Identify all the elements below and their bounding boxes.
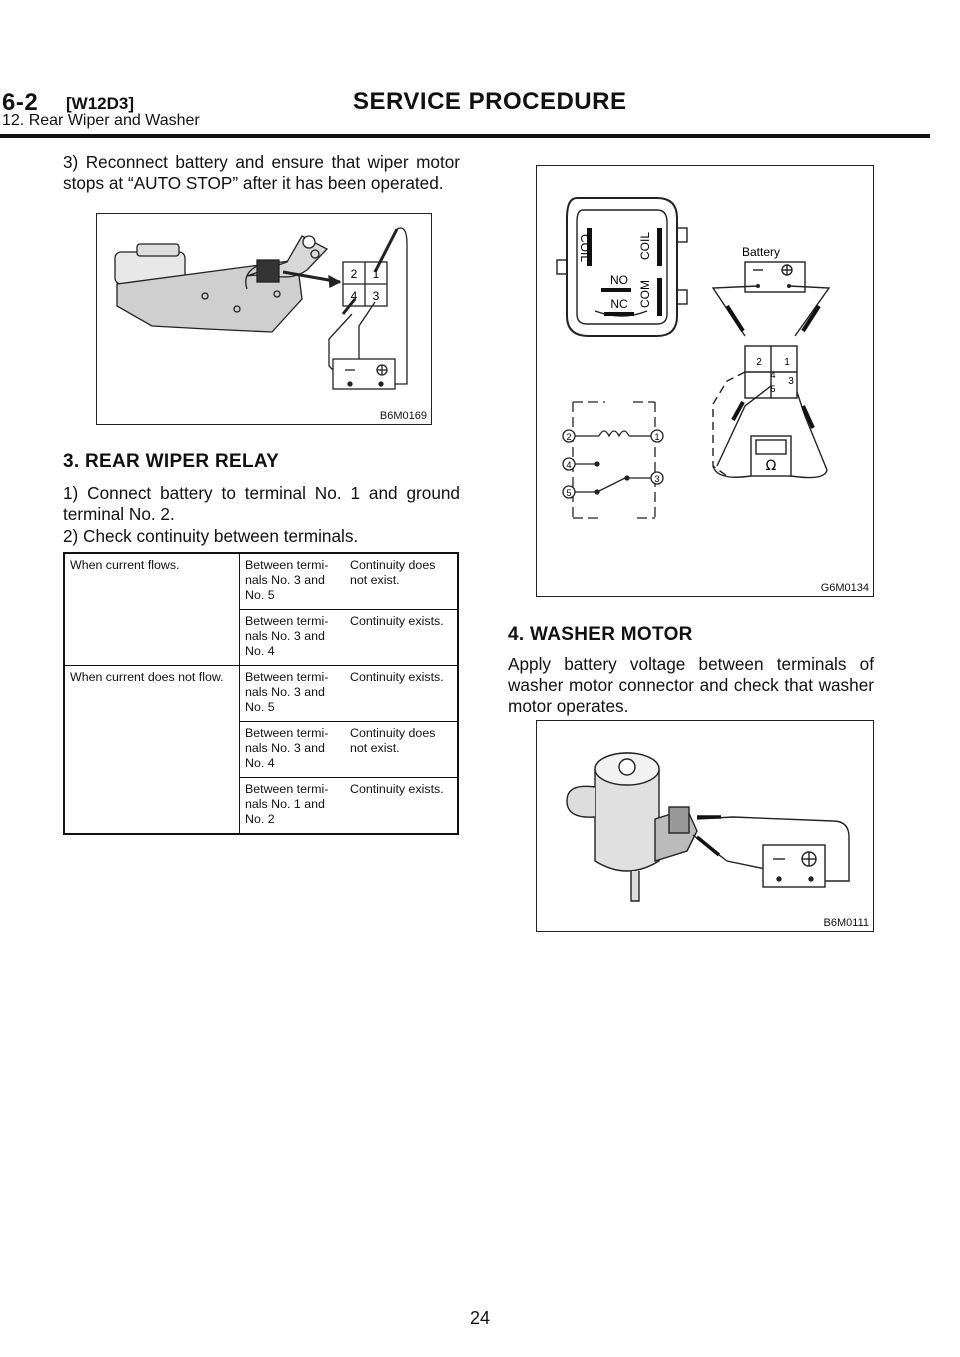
figure-wiper-motor <box>96 213 432 425</box>
result-cell: Continuity does not exist. <box>345 553 458 610</box>
section-heading-washer-motor: 4. WASHER MOTOR <box>508 624 693 645</box>
page-title: SERVICE PROCEDURE <box>353 88 627 115</box>
page-header <box>0 84 960 129</box>
terminals-cell: Between termi-nals No. 3 and No. 4 <box>240 610 346 666</box>
result-cell: Continuity exists. <box>345 778 458 835</box>
connector-label: COIL <box>638 231 652 261</box>
step1-text: 1) Connect battery to terminal No. 1 and ground terminal No. 2. <box>63 483 460 524</box>
result-cell: Continuity exists. <box>345 666 458 722</box>
ohm-symbol: Ω <box>765 458 777 474</box>
figure-code: G6M0134 <box>820 582 869 594</box>
terminal-label: 3 <box>372 289 380 303</box>
step2-text: 2) Check continuity between terminals. <box>63 526 359 546</box>
section-number: 6-2 <box>2 89 39 116</box>
result-cell: Continuity does not exist. <box>345 722 458 778</box>
terminals-cell: Between termi-nals No. 3 and No. 5 <box>240 666 346 722</box>
result-cell: Continuity exists. <box>345 610 458 666</box>
schematic-pin-label: 3 <box>654 474 660 484</box>
figure-code: B6M0169 <box>379 410 427 422</box>
condition-cell: When current does not flow. <box>64 666 240 835</box>
relay-diagram-illustration <box>537 166 873 596</box>
terminals-cell: Between termi-nals No. 1 and No. 2 <box>240 778 346 835</box>
relay-pin-label: 2 <box>756 357 762 368</box>
terminal-label: 1 <box>372 267 380 281</box>
page-number: 24 <box>469 1308 491 1328</box>
relay-pin-label: 4 <box>770 370 776 380</box>
figure-relay-diagram <box>536 165 874 597</box>
battery-label: Battery <box>742 245 781 259</box>
page-subtitle: 12. Rear Wiper and Washer <box>2 112 200 129</box>
relay-pin-label: 1 <box>784 357 790 368</box>
terminal-label: 2 <box>350 267 358 281</box>
schematic-pin-label: 2 <box>566 432 572 442</box>
section-code: [W12D3] <box>66 94 135 113</box>
figure-washer-motor <box>536 720 874 932</box>
relay-pin-label: 5 <box>770 384 776 394</box>
terminals-cell: Between termi-nals No. 3 and No. 4 <box>240 722 346 778</box>
continuity-table <box>63 552 459 835</box>
section-heading-rear-wiper-relay: 3. REAR WIPER RELAY <box>63 451 280 472</box>
step3-text: 3) Reconnect battery and ensure that wiper motor stops at “AUTO STOP” after it has been operated. <box>63 152 460 193</box>
schematic-pin-label: 5 <box>566 488 572 498</box>
condition-cell: When current flows. <box>64 553 240 666</box>
connector-label: COIL <box>578 233 592 263</box>
relay-pin-label: 3 <box>788 376 794 387</box>
wiper-motor-illustration <box>97 214 431 424</box>
table-row <box>64 666 458 722</box>
schematic-pin-label: 1 <box>654 432 660 442</box>
connector-label: COM <box>638 280 652 308</box>
schematic-pin-label: 4 <box>566 460 572 470</box>
washer-motor-illustration <box>537 721 873 931</box>
washer-motor-text: Apply battery voltage between terminals of washer motor connector and check that washer motor operates. <box>508 654 874 716</box>
terminal-label: 4 <box>350 289 358 303</box>
connector-label: NO <box>610 273 628 287</box>
header-rule <box>0 134 930 138</box>
terminals-cell: Between termi-nals No. 3 and No. 5 <box>240 553 346 610</box>
table-row <box>64 553 458 610</box>
connector-label: NC <box>610 297 628 311</box>
figure-code: B6M0111 <box>823 917 869 929</box>
